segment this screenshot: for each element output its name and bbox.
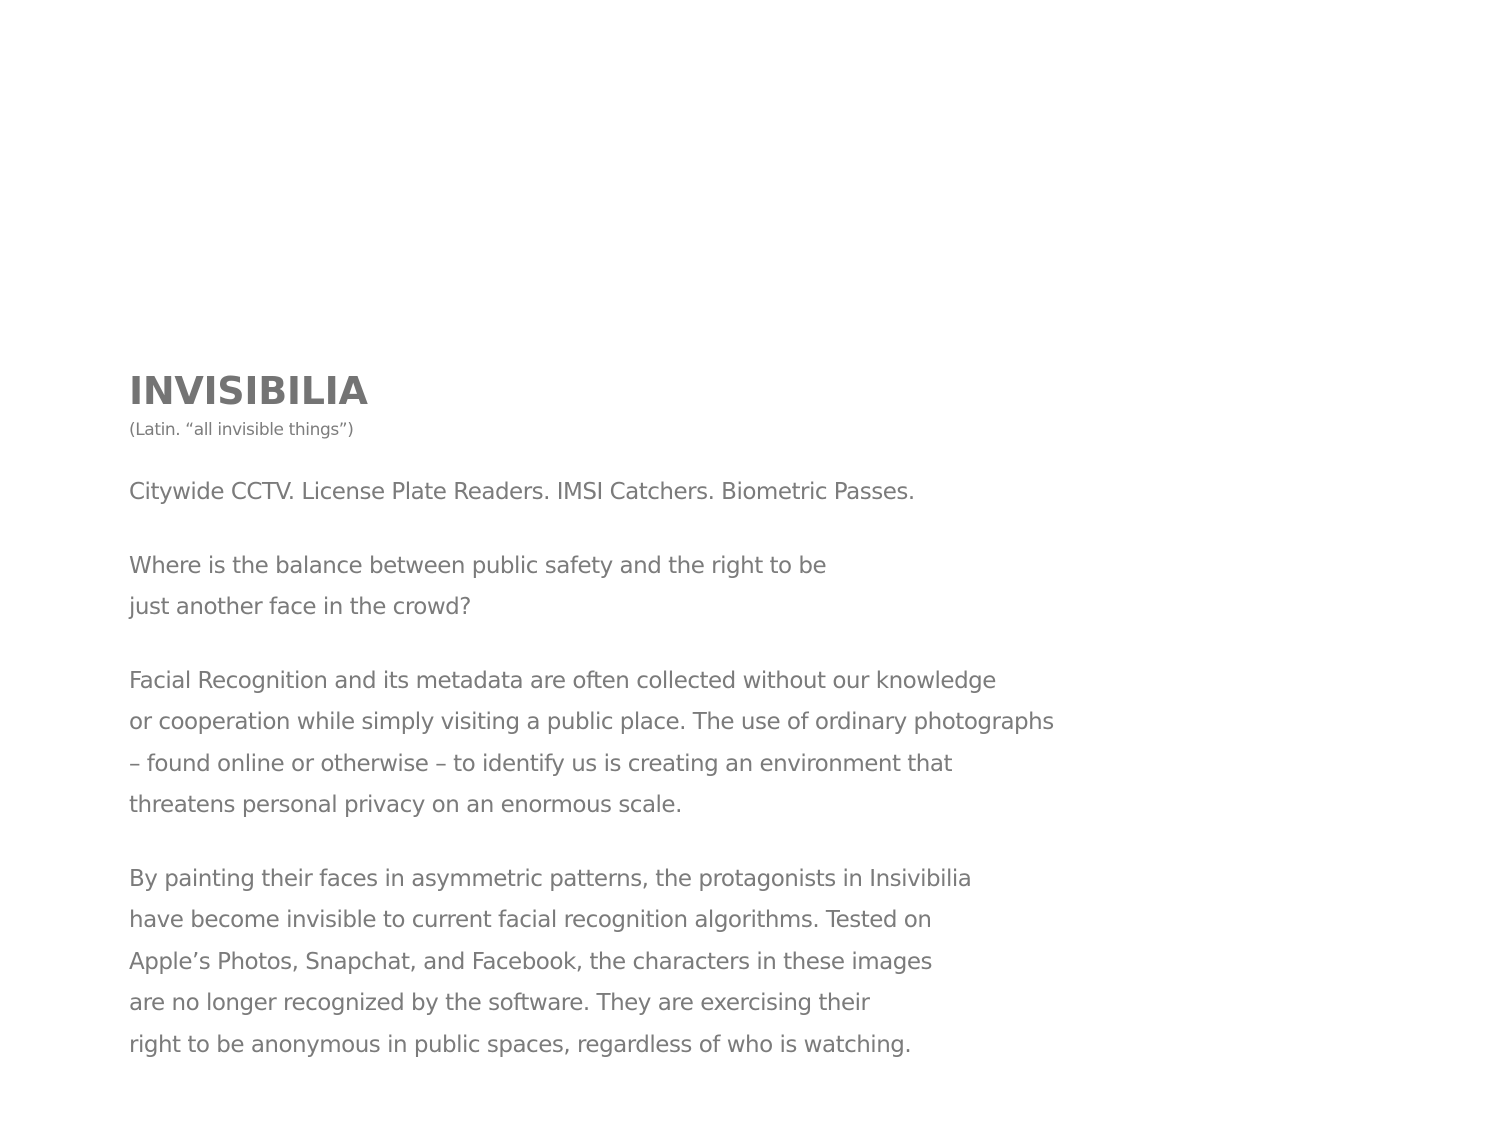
paragraph-line: Citywide CCTV. License Plate Readers. IMSI Catchers. Biometric Passes. xyxy=(129,479,915,505)
paragraph-question xyxy=(129,546,1029,629)
paragraph-line: – found online or otherwise – to identify us is creating an environment that xyxy=(129,750,952,777)
paragraph-line: or cooperation while simply visiting a public place. The use of ordinary photographs xyxy=(129,709,1054,735)
paragraph-line: By painting their faces in asymmetric patterns, the protagonists in Insivibilia xyxy=(129,865,972,892)
paragraph-line: Facial Recognition and its metadata are often collected without our knowledge xyxy=(129,667,996,694)
paragraph-facial-recognition xyxy=(129,661,1054,827)
paragraph-surveillance-list xyxy=(129,472,1029,514)
paragraph-line: Apple’s Photos, Snapchat, and Facebook, the characters in these images xyxy=(129,948,932,975)
paragraph-protagonists xyxy=(129,859,1029,1067)
document-page xyxy=(129,363,1054,1066)
paragraph-line: threatens personal privacy on an enormous scale. xyxy=(129,792,682,818)
page-title: INVISIBILIA xyxy=(129,369,368,413)
paragraph-line: have become invisible to current facial recognition algorithms. Tested on xyxy=(129,907,932,933)
page-subtitle: (Latin. “all invisible things”) xyxy=(129,420,354,440)
paragraph-line: just another face in the crowd? xyxy=(129,594,471,620)
paragraph-line: Where is the balance between public safety and the right to be xyxy=(129,552,827,579)
paragraph-line: are no longer recognized by the software. They are exercising their xyxy=(129,990,870,1016)
paragraph-line: right to be anonymous in public spaces, regardless of who is watching. xyxy=(129,1031,912,1058)
